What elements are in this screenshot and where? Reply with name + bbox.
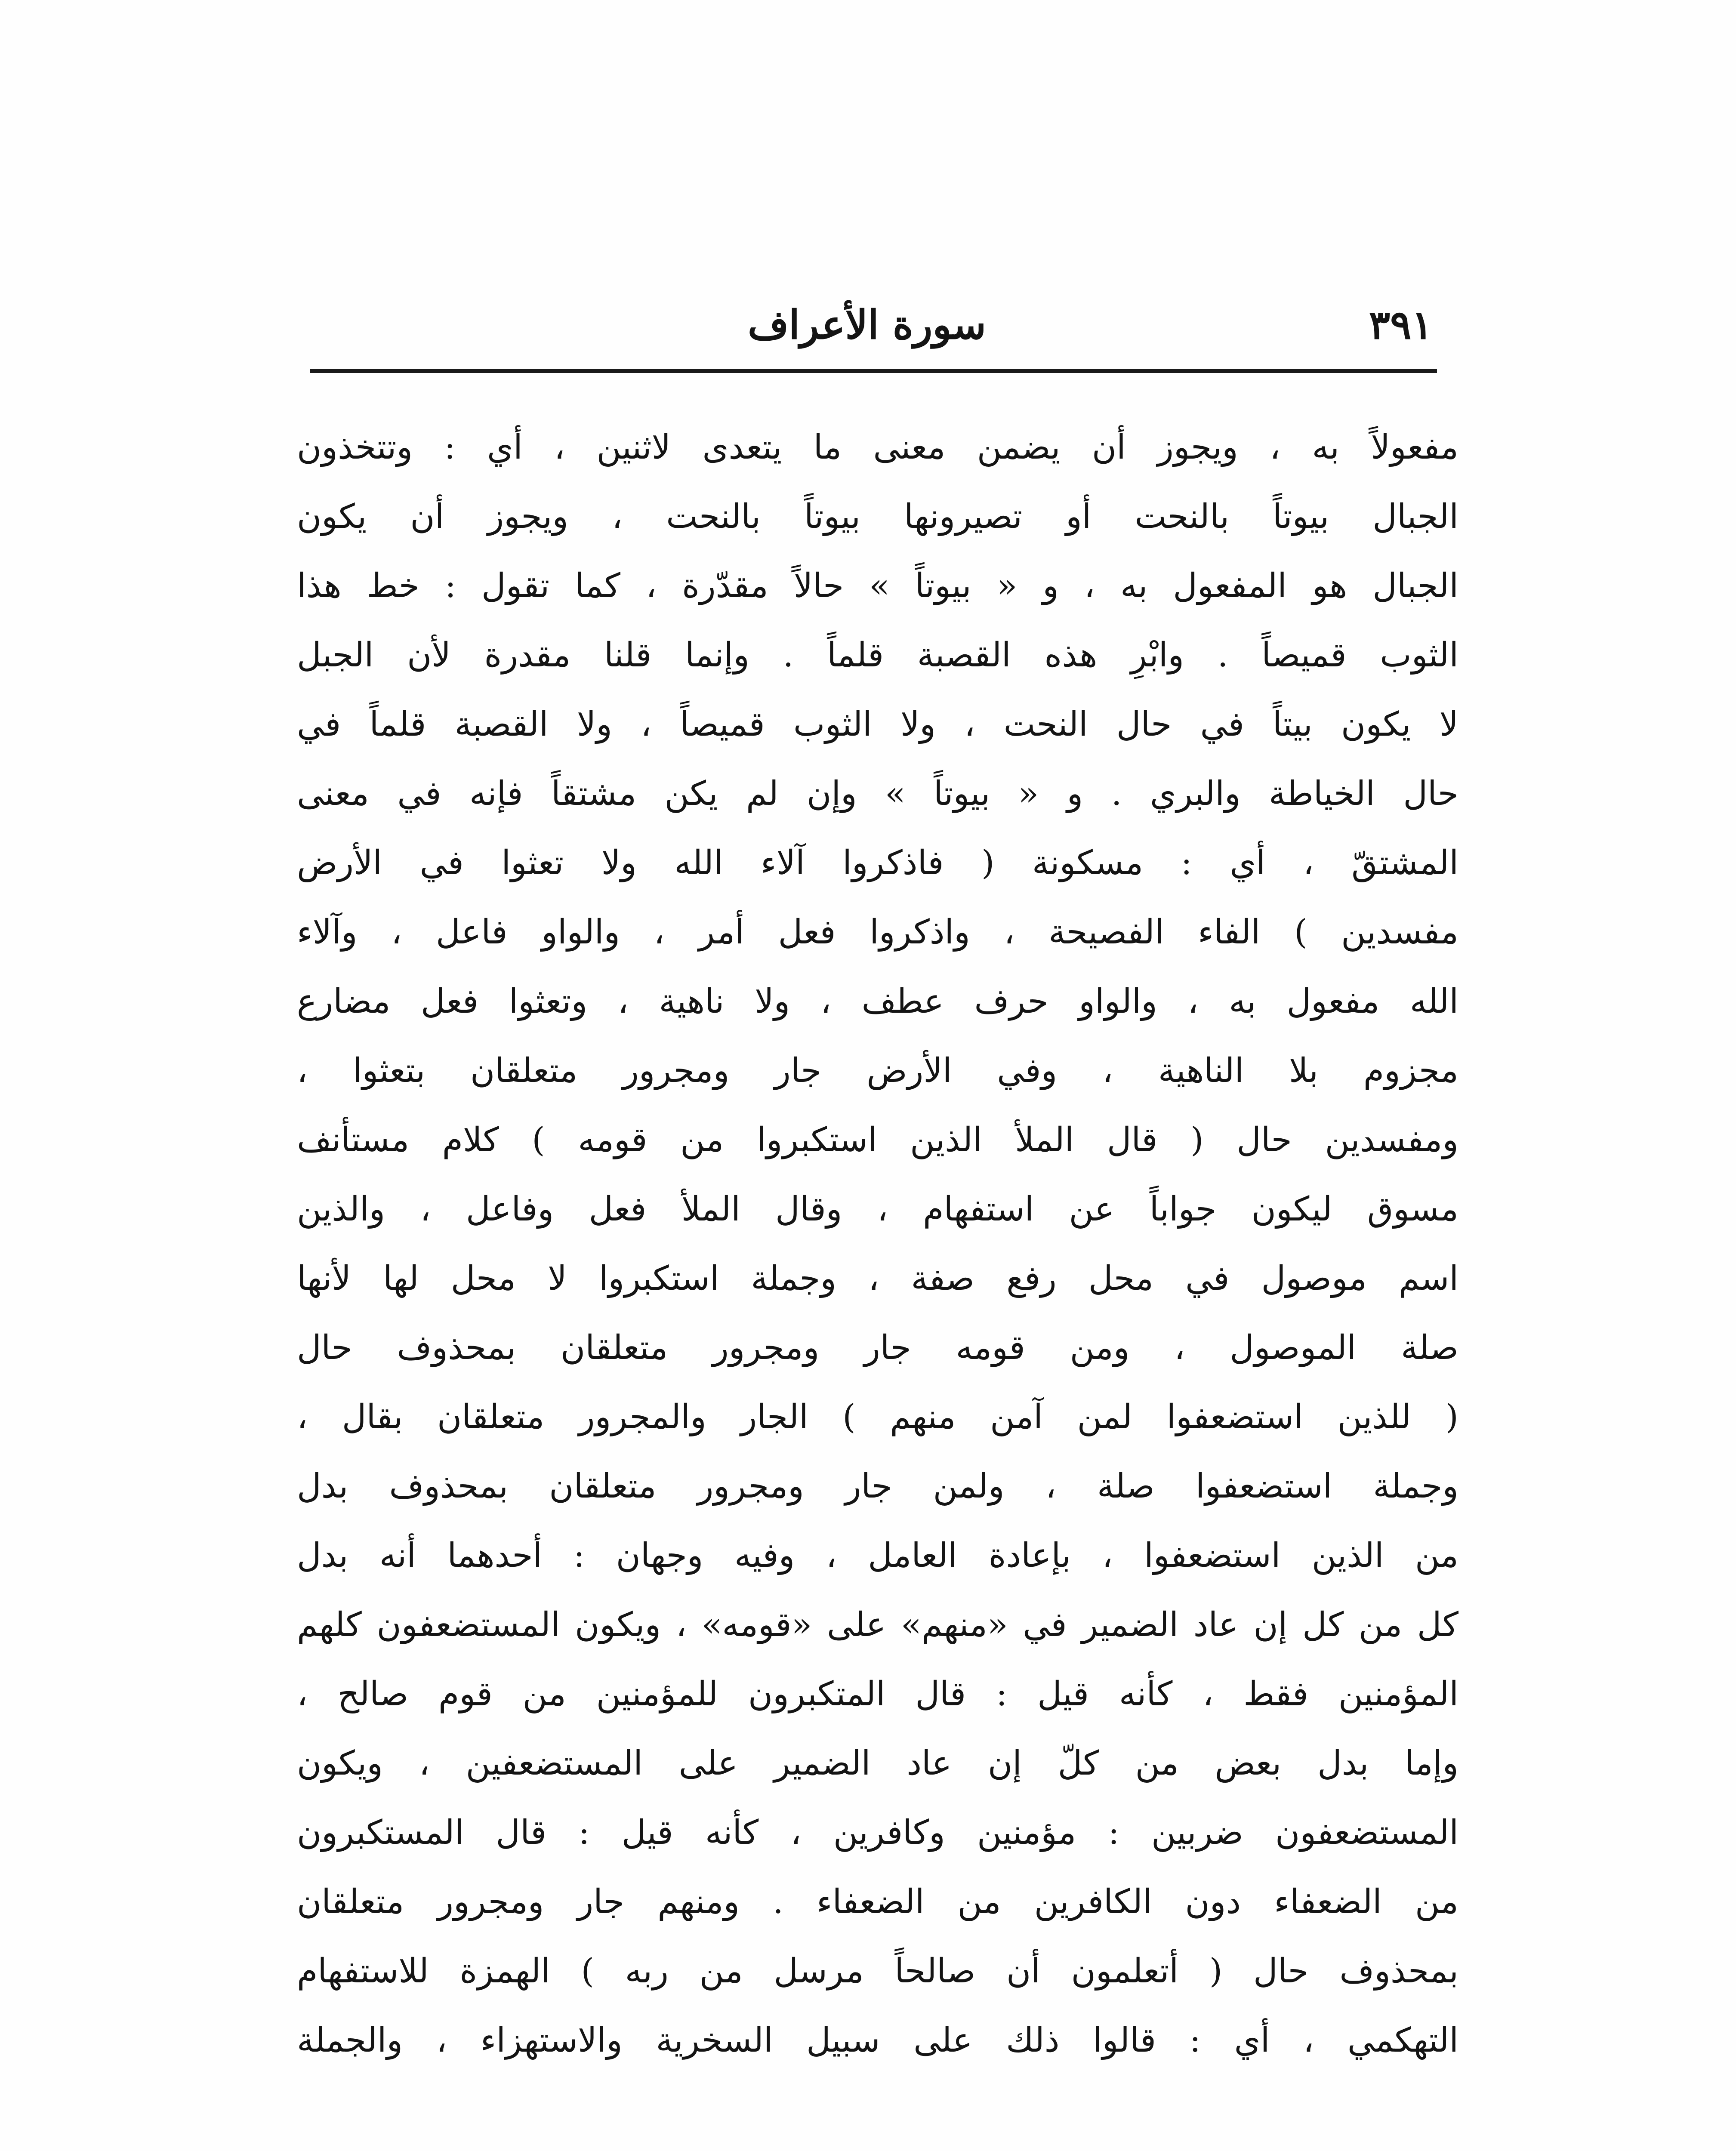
text-line: مفعولاً به ، ويجوز أن يضمن معنى ما يتعدى لاثنين ، أي : وتتخذون [297,428,1458,467]
text-line: مسوق ليكون جواباً عن استفهام ، وقال الملأ فعل وفاعل ، والذين [297,1190,1458,1229]
text-line: الثوب قميصاً . وابْرِ هذه القصبة قلماً . وإنما قلنا مقدرة لأن الجبل [297,636,1458,675]
text-line: المؤمنين فقط ، كأنه قيل : قال المتكبرون للمؤمنين من قوم صالح ، [297,1675,1458,1713]
text-line: ومفسدين حال ( قال الملأ الذين استكبروا من قومه ) كلام مستأنف [297,1121,1458,1159]
text-line: مفسدين ) الفاء الفصيحة ، واذكروا فعل أمر ، والواو فاعل ، وآلاء [297,913,1458,952]
text-line: كل من كل إن عاد الضمير في «منهم» على «قومه» ، ويكون المستضعفون كلهم [297,1606,1458,1644]
text-line: اسم موصول في محل رفع صفة ، وجملة استكبروا لا محل لها لأنها [297,1259,1458,1298]
text-line: الجبال بيوتاً بالنحت أو تصيرونها بيوتاً بالنحت ، ويجوز أن يكون [297,497,1458,536]
body-text [297,413,1458,2075]
text-line: الجبال هو المفعول به ، و « بيوتاً » حالاً مقدّرة ، كما تقول : خط هذا [297,567,1458,605]
text-line: التهكمي ، أي : قالوا ذلك على سبيل السخرية والاستهزاء ، والجملة [297,2021,1458,2060]
page-header [301,293,1433,357]
page-number: ٣٩١ [1369,302,1433,348]
text-line: من الذين استضعفوا ، بإعادة العامل ، وفيه وجهان : أحدهما أنه بدل [297,1536,1458,1575]
text-line: صلة الموصول ، ومن قومه جار ومجرور متعلقان بمحذوف حال [297,1328,1458,1367]
text-line: بمحذوف حال ( أتعلمون أن صالحاً مرسل من ربه ) الهمزة للاستفهام [297,1952,1458,1991]
text-line: من الضعفاء دون الكافرين من الضعفاء . ومنهم جار ومجرور متعلقان [297,1883,1458,1921]
text-line: حال الخياطة والبري . و « بيوتاً » وإن لم يكن مشتقاً فإنه في معنى [297,774,1458,813]
text-line: مجزوم بلا الناهية ، وفي الأرض جار ومجرور متعلقان بتعثوا ، [297,1051,1458,1090]
text-line: ( للذين استضعفوا لمن آمن منهم ) الجار والمجرور متعلقان بقال ، [297,1398,1458,1436]
text-line: وإما بدل بعض من كلّ إن عاد الضمير على المستضعفين ، ويكون [297,1744,1458,1783]
text-line: الله مفعول به ، والواو حرف عطف ، ولا ناهية ، وتعثوا فعل مضارع [297,982,1458,1021]
text-line: وجملة استضعفوا صلة ، ولمن جار ومجرور متعلقان بمحذوف بدل [297,1467,1458,1506]
text-line: لا يكون بيتاً في حال النحت ، ولا الثوب قميصاً ، ولا القصبة قلماً في [297,705,1458,744]
text-line: المستضعفون ضربين : مؤمنين وكافرين ، كأنه قيل : قال المستكبرون [297,1813,1458,1852]
running-title: سورة الأعراف [748,302,986,348]
header-rule [310,369,1437,373]
text-line: المشتقّ ، أي : مسكونة ( فاذكروا آلاء الله ولا تعثوا في الأرض [297,844,1458,882]
